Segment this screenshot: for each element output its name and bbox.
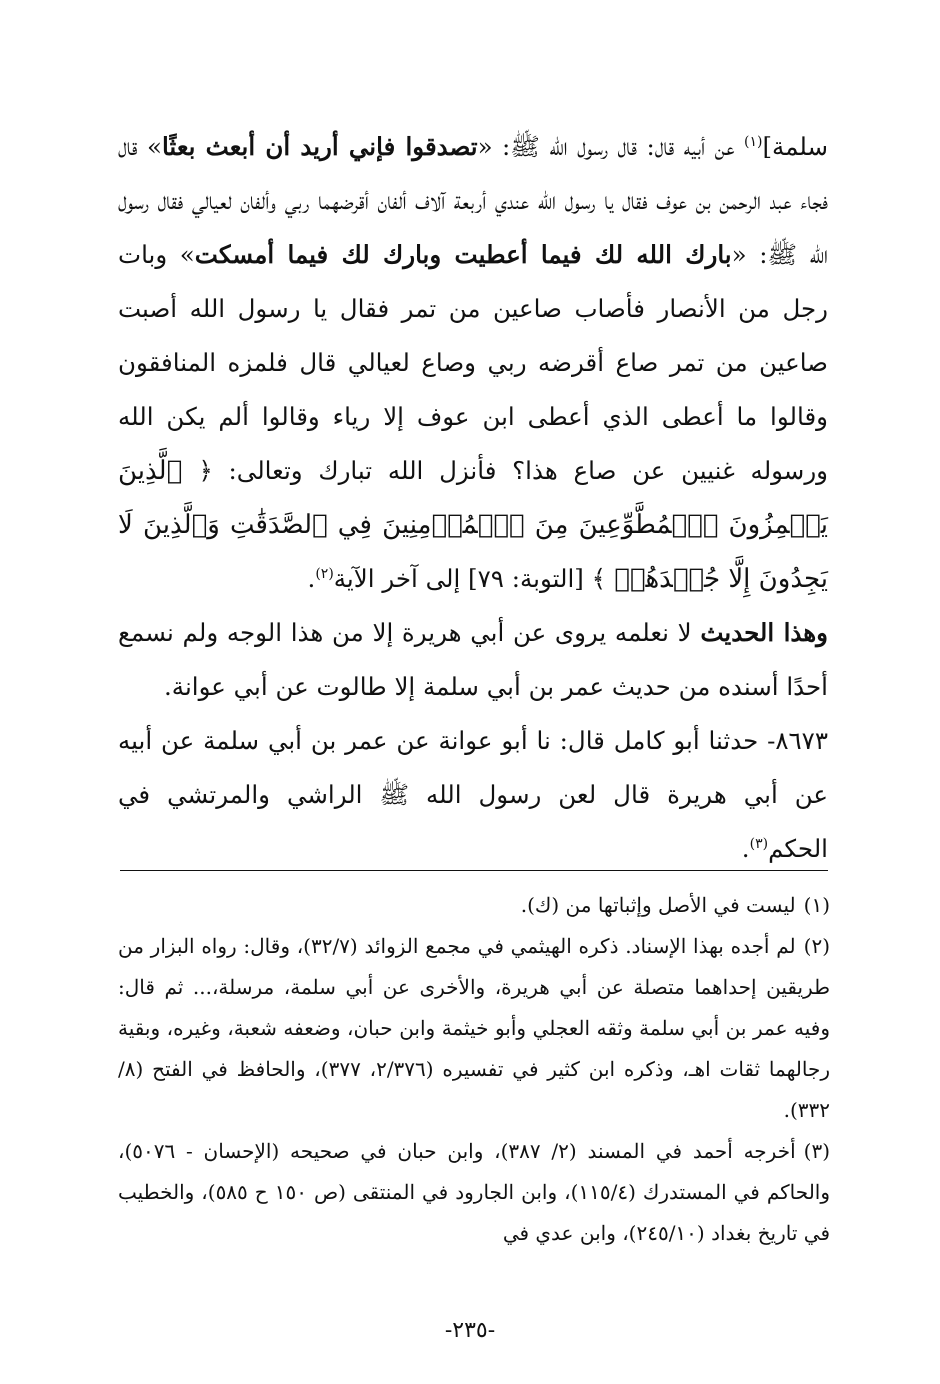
footnote-number: (٢): [803, 934, 830, 958]
footnote-text: لم أجده بهذا الإسناد. ذكره الهيثمي في مجمع الزوائد (٣٢/٧)، وقال: رواه البزار من طريقين إحداهما متصلة عن أبي هريرة، والأخرى عن أبي سلمة، مرسلة،... ثم قال: وفيه عمر بن أبي سلمة وثقه العجلي وأبو خيثمة وابن حبان، وضعفه شعبة، وغيره، وبقية رجالهما ثقات اهـ، وذكره ابن كثير في تفسيره (٢/٣٧٦، ٣٧٧)، والحافظ في الفتح (٨/ ٣٣٢).: [118, 934, 831, 1122]
text-run: سلمة]: [762, 132, 828, 161]
footnote-ref: (١): [744, 133, 763, 150]
text-run: » قال فجاء عبد الرحمن بن عوف فقال يا رسول الله عندي أربعة آلاف ألفان أقرضهما ربي وألفان لعيالي فقال رسول الله ﷺ: «: [118, 132, 828, 269]
paragraph-commentary: [118, 606, 828, 714]
page-number: -٢٣٥-: [444, 1318, 496, 1343]
text-run: » وبات رجل من الأنصار فأصاب صاعين من تمر فقال يا رسول الله أصبت صاعين من تمر صاع أقرضه ربي وصاع لعيالي قال فلمزه المنافقون وقالوا ما أعطى الذي أعطى ابن عوف إلا رياء وقالوا ألم يكن الله ورسوله غنيين عن صاع هذا؟ فأنزل الله تبارك وتعالى: ﴿: [118, 240, 829, 485]
main-text: [118, 120, 828, 876]
footnote-2: [118, 926, 830, 1131]
quran-verse: ٱلَّذِينَ يَلۡمِزُونَ ٱلۡمُطَّوِّعِينَ مِنَ ٱلۡمُؤۡمِنِينَ فِي ٱلصَّدَقَٰتِ وَٱلَّذِينَ لَا يَجِدُونَ إِلَّا جُهۡدَهُمۡ: [118, 456, 828, 594]
footnote-ref: (٢): [315, 565, 334, 582]
text-run: .: [307, 564, 316, 593]
text-run: .: [741, 834, 750, 863]
paragraph-hadith-8673: [118, 714, 828, 876]
text-run: عن أبيه قال: قال رسول الله ﷺ: «: [477, 132, 745, 161]
footnote-text: أخرجه أحمد في المسند (٢/ ٣٨٧)، وابن حبان في صحيحه (الإحسان - ٥٠٧٦)، والحاكم في المستدرك (١١٥/٤)، وابن الجارود في المنتقى (ص ١٥٠ ح ٥٨٥)، والخطيب في تاريخ بغداد (٢٤٥/١٠)، وابن عدي في: [118, 1139, 830, 1245]
bold-quote: بارك الله لك فيما أعطيت وبارك لك فيما أمسكت: [194, 240, 732, 269]
footnote-text: ليست في الأصل وإثباتها من (ك).: [520, 893, 796, 917]
footnote-1: [118, 885, 830, 926]
footnotes: [118, 885, 830, 1254]
footnote-ref: (٣): [749, 835, 769, 852]
footnote-separator: [120, 870, 828, 871]
footnote-number: (١): [803, 893, 830, 917]
paragraph-hadith-sadaqa: [118, 120, 828, 606]
bold-lead: وهذا الحديث: [700, 618, 828, 647]
footnote-number: (٣): [803, 1139, 830, 1163]
text-run: ٨٦٧٣- حدثنا أبو كامل قال: نا أبو عوانة عن عمر بن أبي سلمة عن أبيه عن أبي هريرة قال لعن رسول الله ﷺ الراشي والمرتشي في الحكم: [118, 726, 828, 863]
text-run: لا نعلمه يروى عن أبي هريرة إلا من هذا الوجه ولم نسمع أحدًا أسنده من حديث عمر بن أبي سلمة إلا طالوت عن أبي عوانة.: [118, 618, 828, 701]
footnote-3: [118, 1131, 830, 1254]
text-run: ﴾ [التوبة: ٧٩] إلى آخر الآية: [333, 564, 606, 593]
bold-quote: تصدقوا فإني أريد أن أبعث بعثًا: [161, 132, 478, 161]
